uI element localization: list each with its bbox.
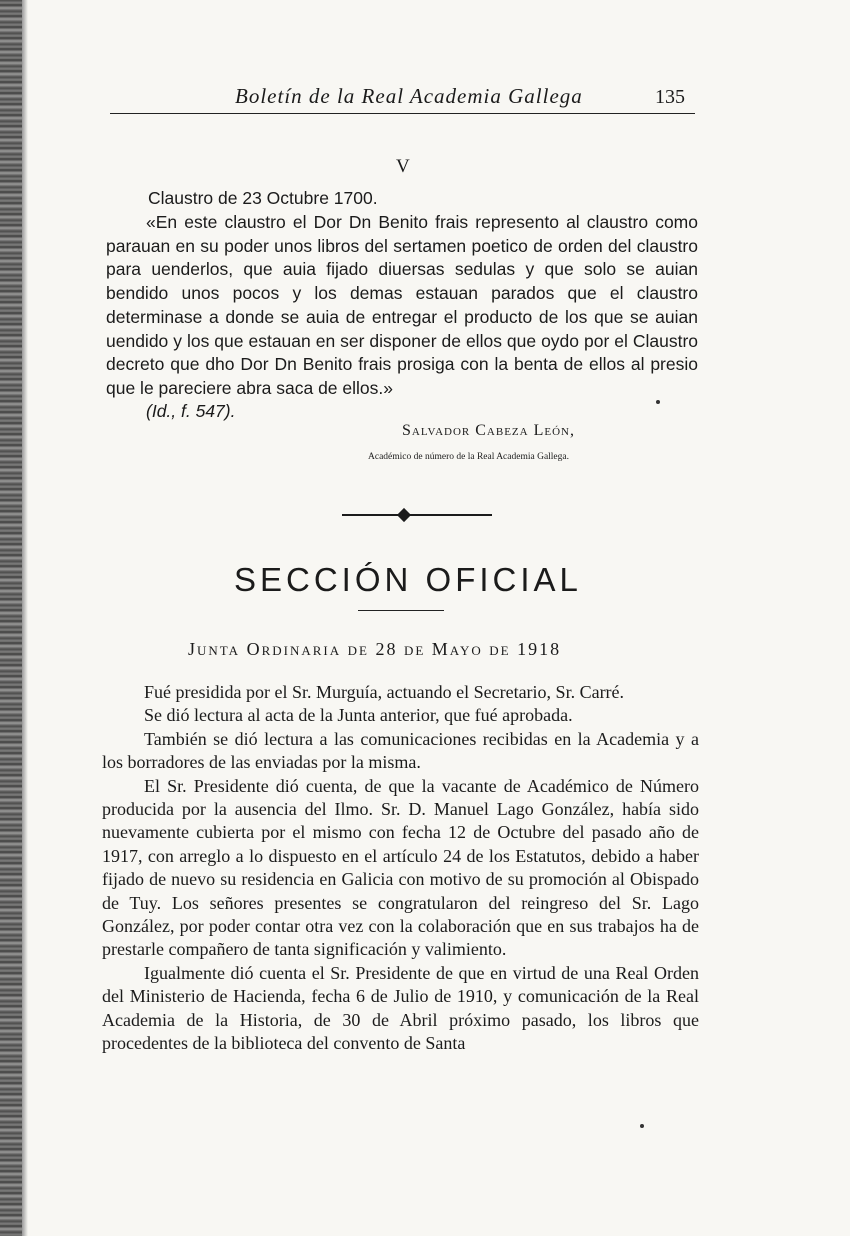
divider-line-left (342, 514, 404, 516)
page-gutter-shadow (22, 0, 28, 1236)
minutes-paragraph: Igualmente dió cuenta el Sr. Presidente de que en virtud de una Real Orden del Ministerio de Hacienda, fecha 6 de Julio de 1910, y comunicación de la Real Academia de la Historia, de 30 de Abril próximo pasado, los libros que procedentes de la biblioteca del convento de Santa (102, 962, 699, 1054)
print-speck (656, 400, 660, 404)
article-section-number: V (396, 156, 410, 177)
minutes-paragraph: Se dió lectura al acta de la Junta anterior, que fué aprobada. (144, 705, 573, 726)
quote-paragraph: «En este claustro el Dor Dn Benito frais represento al claustro como parauan en su poder unos libros del sertamen poetico de orden del claustro para uenderlos, que auia fijado diuersas sedulas y que solo se auian bendido unos pocos y los demas estauan parados que el claustro determinase a donde se auia de entregar el producto de los que se auian uendido y los que estauan en ser disponer de ellos que oydo por el Claustro decreto que dho Dor Dn Benito frais prosiga con la benta de ellos al presio que le pareciere abra saca de ellos.» (106, 212, 698, 398)
section-title-rule (358, 610, 444, 611)
running-header (110, 84, 695, 114)
author-signature: Salvador Cabeza León, (402, 422, 575, 439)
divider-diamond (397, 508, 411, 522)
meeting-minutes (102, 681, 699, 1056)
journal-title: Boletín de la Real Academia Gallega (235, 84, 583, 108)
author-role: Académico de número de la Real Academia Gallega. (368, 452, 569, 462)
minutes-paragraph: También se dió lectura a las comunicaciones recibidas en la Academia y a los borradores de las enviadas por la misma. (102, 728, 699, 773)
section-title: SECCIÓN OFICIAL (234, 561, 582, 598)
header-rule (110, 113, 695, 114)
divider-line-right (410, 514, 492, 516)
page-number: 135 (655, 86, 685, 108)
citation: (Id., f. 547). (146, 401, 236, 421)
print-speck (640, 1124, 644, 1128)
minutes-paragraph: Fué presidida por el Sr. Murguía, actuando el Secretario, Sr. Carré. (144, 682, 625, 702)
claustro-date: Claustro de 23 Octubre 1700. (148, 188, 378, 208)
archival-quote (106, 211, 698, 401)
minutes-paragraph: El Sr. Presidente dió cuenta, de que la vacante de Académico de Número producida por la ausencia del Ilmo. Sr. D. Manuel Lago González, había sido nuevamente cubierta por el mismo con fecha 12 de Octubre del pasado año de 1917, con arreglo a lo dispuesto en el artículo 24 de los Estatutos, debido a haber fijado de nuevo su residencia en Galicia con motivo de su promoción al Obispado de Tuy. Los señores presentes se congratularon del reingreso del Sr. Lago González, por poder contar otra vez con la colaboración que en sus trabajos ha de prestarle compañero de tanta significación y valimiento. (102, 775, 699, 960)
meeting-heading: Junta Ordinaria de 28 de Mayo de 1918 (188, 639, 562, 659)
section-divider-ornament (322, 507, 492, 523)
book-binding-edge (0, 0, 22, 1236)
